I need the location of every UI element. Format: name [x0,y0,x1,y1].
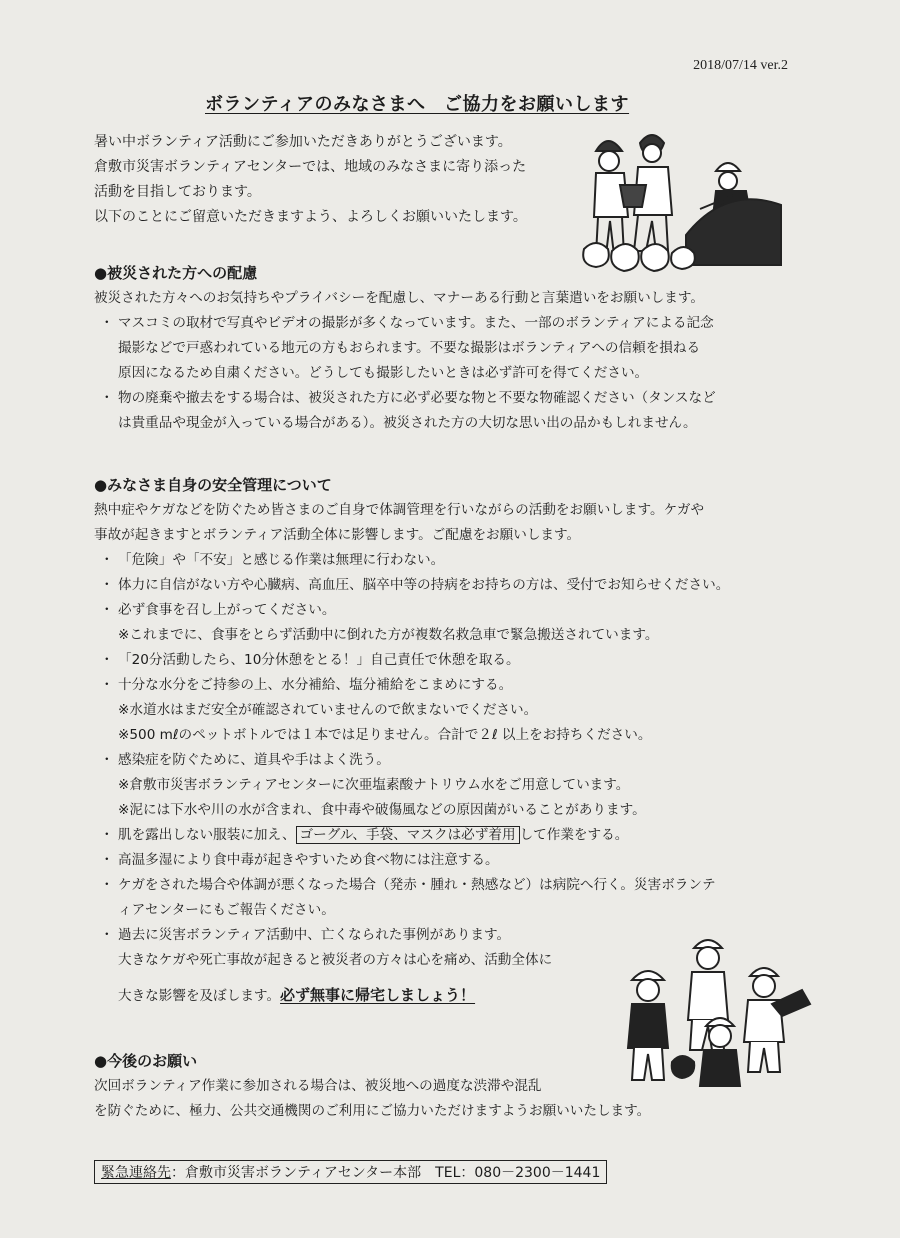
list-item-text: 原因になるため自粛ください。どうしても撮影したいときは必ず許可を得てください。 [118,365,649,381]
list-item [94,598,814,648]
list-item-text: ィアセンターにもご報告ください。 [118,902,335,918]
intro-line: 以下のことにご留意いただきますよう、よろしくお願いいたします。 [94,209,527,225]
list-item-text: 感染症を防ぐために、道具や手はよく洗う。 [118,752,390,768]
list-item-note: ※水道水はまだ安全が確認されていませんので飲まないでください。 [118,702,538,718]
list-item-text: マスコミの取材で写真やビデオの撮影が多くなっています。また、一部のボランティアによる記念 [118,315,714,331]
section-heading: ●被災された方への配慮 [94,264,258,282]
list-item [94,648,814,673]
section-heading: ●みなさま自身の安全管理について [94,476,332,494]
list-item [94,311,814,386]
bullet-icon: ・ [100,752,114,768]
list-item-text: 物の廃棄や撤去をする場合は、被災された方に必ず必要な物と不要な物確認ください（タンスなど [118,390,716,406]
bullet-icon: ・ [100,852,114,868]
section-future-request [94,1050,814,1124]
bullet-icon: ・ [100,877,114,893]
section-heading: ●今後のお願い [94,1052,198,1070]
list-item-text: 必ず食事を召し上がってください。 [118,602,336,618]
list-item-text: は貴重品や現金が入っている場合がある）。被災された方の大切な思い出の品かもしれません。 [118,415,697,431]
bullet-icon: ・ [100,927,114,943]
bullet-icon: ・ [100,652,114,668]
bullet-icon: ・ [100,577,114,593]
list-item-text [118,823,814,848]
list-item-text: 大きなケガや死亡事故が起きると被災者の方々は心を痛め、活動全体に [118,952,553,968]
bullet-list [94,311,814,436]
section-lead: 事故が起きますとボランティア活動全体に影響します。ご配慮をお願いします。 [94,527,581,543]
section-safety [94,474,814,1009]
item-text-part: 肌を露出しない服装に加え、 [118,827,296,843]
bullet-icon: ・ [100,827,114,843]
bullet-icon: ・ [100,315,114,331]
list-item-text: ケガをされた場合や体調が悪くなった場合（発赤・腫れ・熱感など）は病院へ行く。災害ボランテ [118,877,716,893]
section-lead: 熱中症やケガなどを防ぐため皆さまのご自身で体調管理を行いながらの活動をお願いします。ケガや [94,502,705,518]
list-item-text: 撮影などで戸惑われている地元の方もおられます。不要な撮影はボランティアへの信頼を損ねる [118,340,701,356]
bullet-icon: ・ [100,390,114,406]
list-item-text: 十分な水分をご持参の上、水分補給、塩分補給をこまめにする。 [118,677,513,693]
intro-line: 活動を目指しております。 [94,184,261,200]
list-item [94,823,814,848]
list-item [94,873,814,923]
section-lead: 被災された方々へのお気持ちやプライバシーを配慮し、マナーある行動と言葉遣いをお願いします。 [94,290,704,306]
list-item [94,386,814,436]
bullet-icon: ・ [100,677,114,693]
list-item [94,573,814,598]
item-text-part: 大きな影響を及ぼします。 [118,988,281,1004]
safe-return-emphasis: 必ず無事に帰宅しましょう！ [280,986,476,1004]
list-item-note: ※倉敷市災害ボランティアセンターに次亜塩素酸ナトリウム水をご用意しています。 [118,777,630,793]
intro-line: 倉敷市災害ボランティアセンターでは、地域のみなさまに寄り添った [94,159,527,175]
list-item-text: 過去に災害ボランティア活動中、亡くなられた事例があります。 [118,927,511,943]
bullet-icon: ・ [100,552,114,568]
list-item-note: ※泥には下水や川の水が含まれ、食中毒や破傷風などの原因菌がいることがあります。 [118,802,646,818]
list-item [94,848,814,873]
page-title: ボランティアのみなさまへ ご協力をお願いします [205,94,630,115]
volunteers-working-illustration [576,125,786,285]
version-label: 2018/07/14 ver.2 [693,58,788,73]
emergency-contact-label: 緊急連絡先 [101,1165,171,1181]
list-item [94,748,814,823]
intro-paragraph [94,130,574,230]
emergency-contact-text: ：倉敷市災害ボランティアセンター本部 TEL：080－2300－1441 [171,1165,601,1181]
section-consideration [94,262,814,436]
list-item-text: 「危険」や「不安」と感じる作業は無理に行わない。 [118,552,445,568]
section-line: 次回ボランティア作業に参加される場合は、被災地への過度な渋滞や混乱 [94,1078,542,1094]
list-item [94,673,814,748]
intro-line: 暑い中ボランティア活動にご参加いただきありがとうございます。 [94,134,512,150]
list-item-text: 「20分活動したら、10分休憩をとる！」自己責任で休憩を取る。 [118,652,520,668]
item-text-part: して作業をする。 [519,827,629,843]
protective-gear-highlight: ゴーグル、手袋、マスクは必ず着用 [296,826,520,844]
section-line: を防ぐために、極力、公共交通機関のご利用にご協力いただけますようお願いいたします。 [94,1103,651,1119]
emergency-contact [94,1160,607,1184]
list-item [94,548,814,573]
list-item-note: ※500 mℓのペットボトルでは１本では足りません。合計で２ℓ 以上をお持ちください。 [118,727,652,743]
list-item-text: 体力に自信がない方や心臓病、高血圧、脳卒中等の持病をお持ちの方は、受付でお知らせください。 [118,577,730,593]
list-item-text: 高温多湿により食中毒が起きやすいため食べ物には注意する。 [118,852,499,868]
bullet-icon: ・ [100,602,114,618]
list-item-note: ※これまでに、食事をとらず活動中に倒れた方が複数名救急車で緊急搬送されています。 [118,627,659,643]
